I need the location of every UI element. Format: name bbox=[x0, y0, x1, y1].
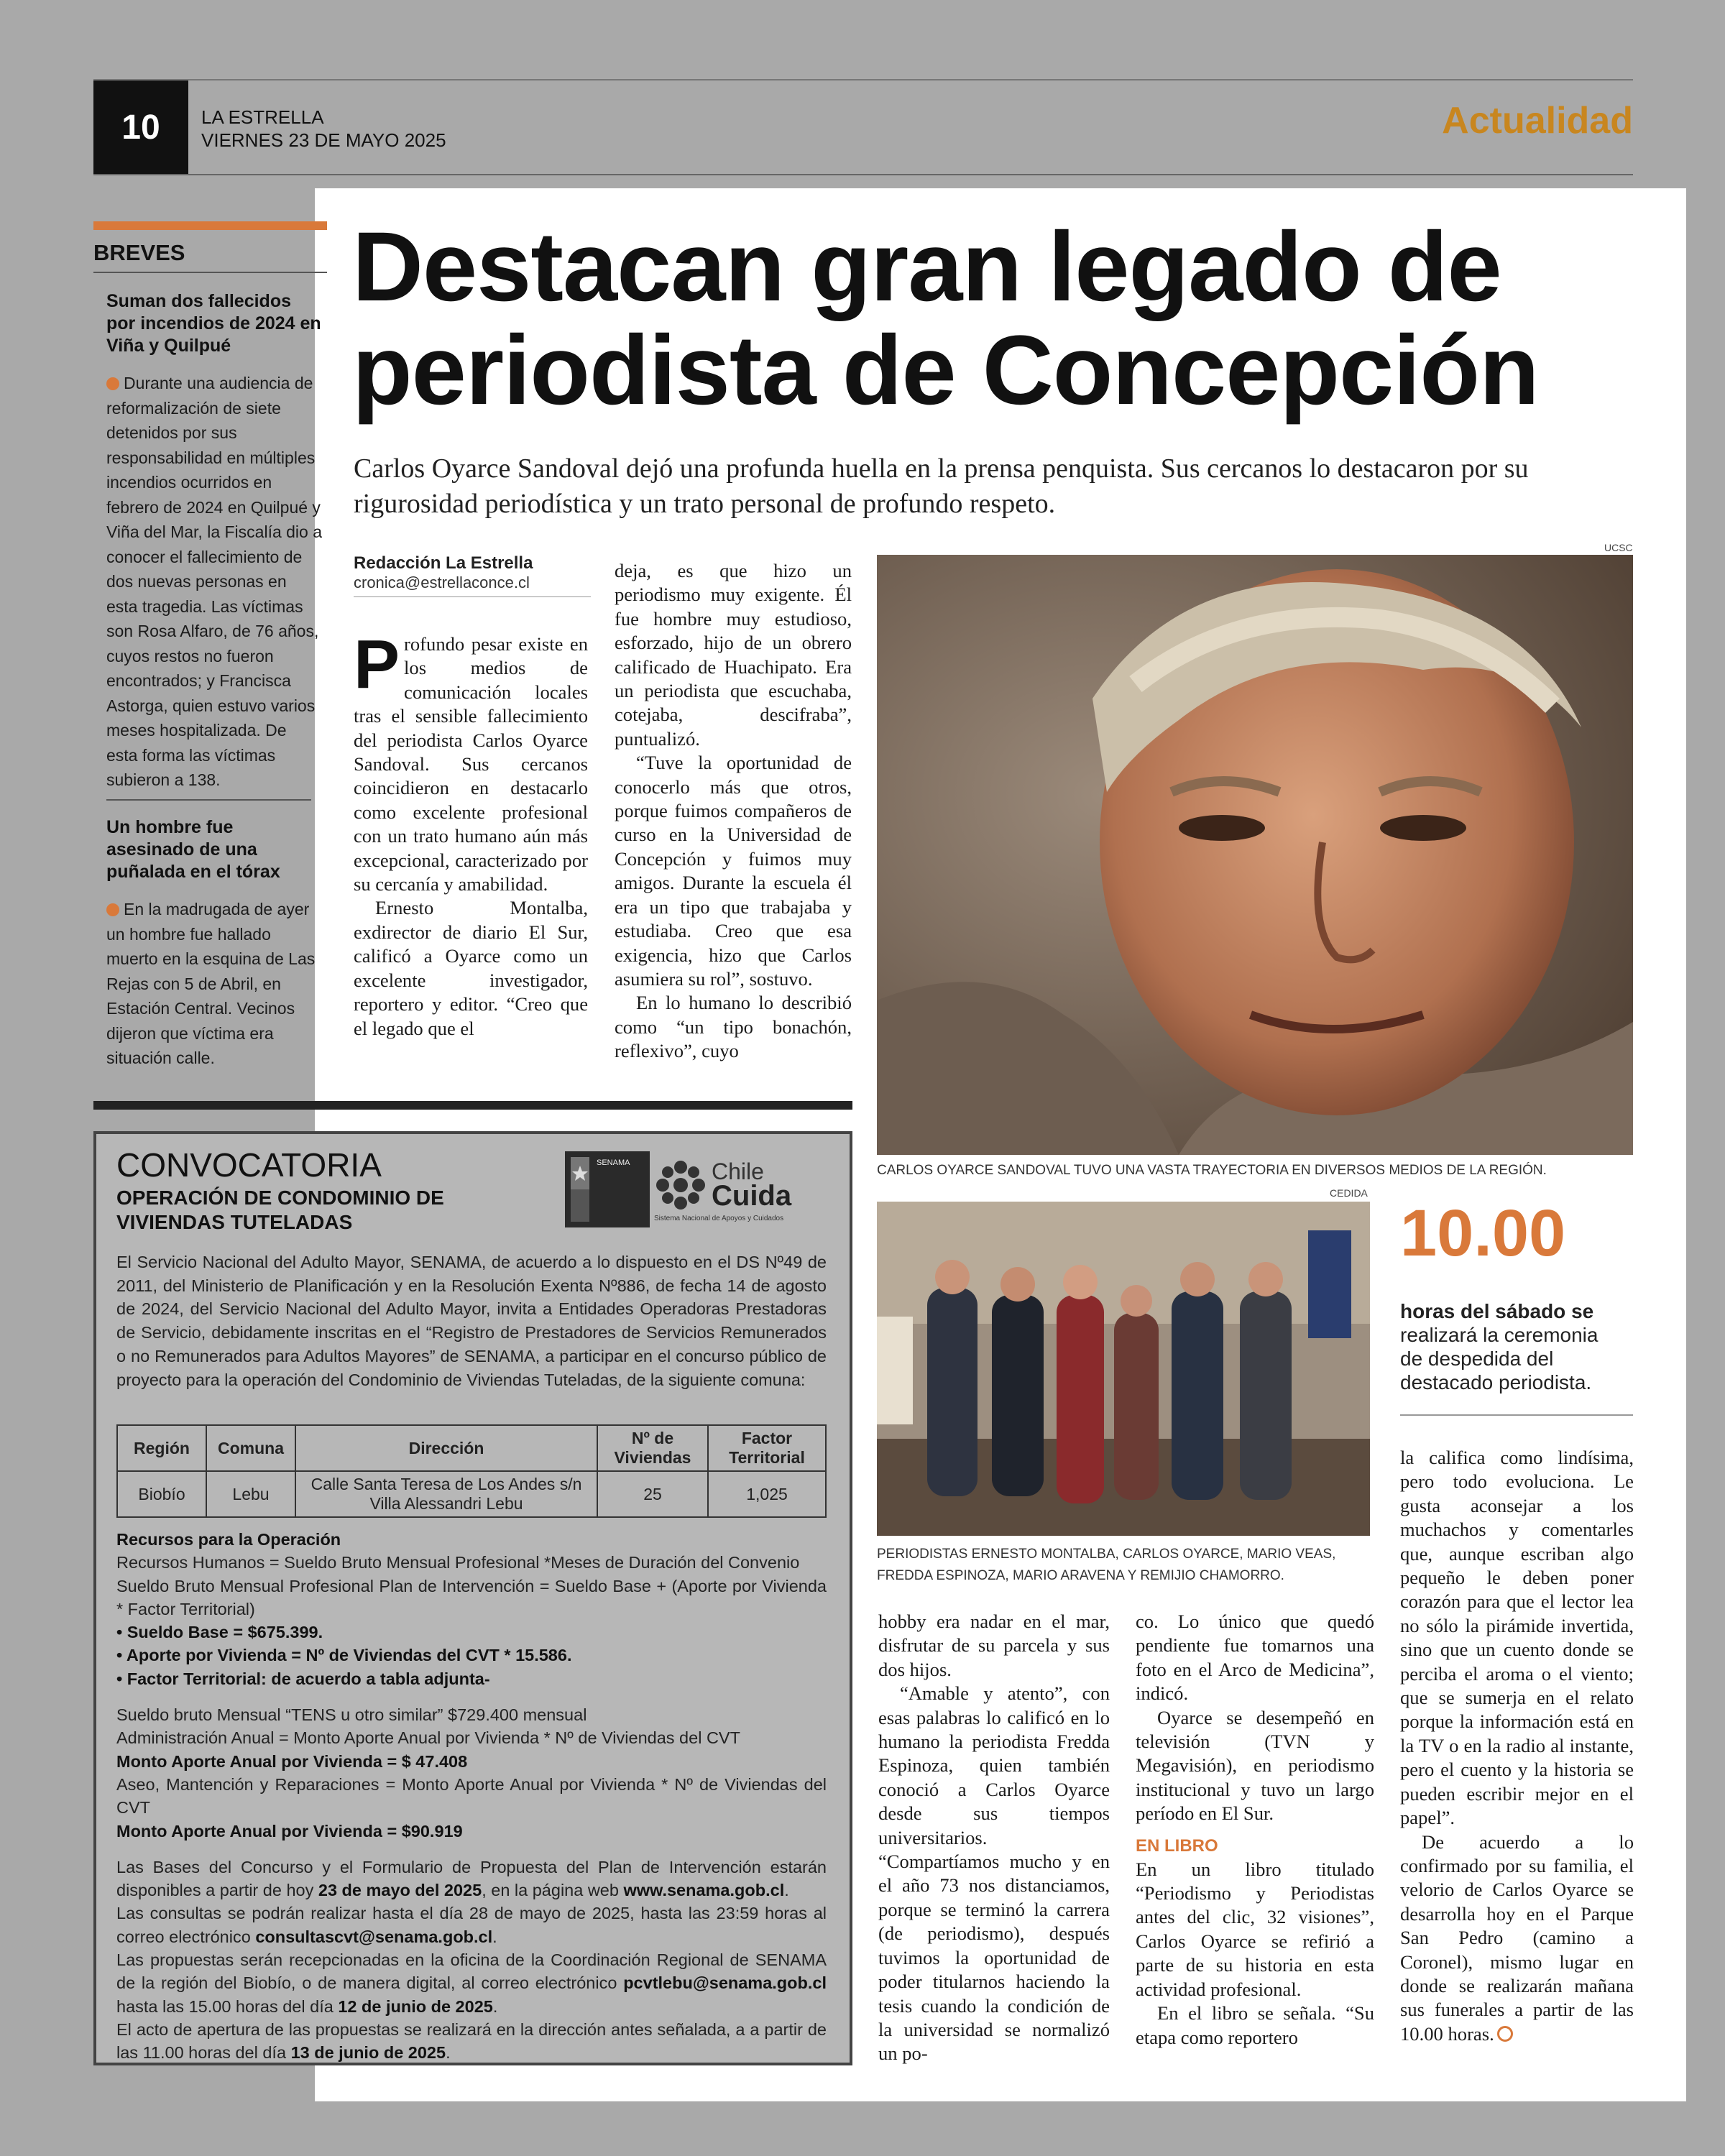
convocatoria-title: CONVOCATORIA bbox=[116, 1146, 382, 1184]
chile-cuida-flower-icon bbox=[654, 1158, 707, 1212]
table-header: Factor Territorial bbox=[708, 1425, 826, 1471]
article-paragraph: Ernesto Montalba, exdirector de diario El Sur, calificó a Oyarce como un excelente investigador, reportero y editor. “Creo que el legado que el bbox=[354, 897, 588, 1039]
article-paragraph: hobby era nadar en el mar, disfrutar de su parcela y sus dos hijos. bbox=[878, 1611, 1110, 1680]
issue-date: VIERNES 23 DE MAYO 2025 bbox=[201, 129, 446, 151]
table-cell: Lebu bbox=[206, 1471, 295, 1517]
section-subhead: EN LIBRO bbox=[1136, 1835, 1218, 1856]
convocatoria-table bbox=[116, 1424, 827, 1518]
bullet-dot-icon bbox=[106, 903, 119, 916]
article-column-2 bbox=[615, 559, 852, 1064]
breve-2-text bbox=[106, 897, 322, 1071]
byline-email: cronica@estrellaconce.cl bbox=[354, 573, 530, 591]
stat-text: realizará la ceremonia de despedida del destacado periodista. bbox=[1400, 1324, 1598, 1393]
breves-rule bbox=[93, 272, 327, 273]
resource-line: Aseo, Mantención y Reparaciones = Monto Aporte Anual por Vivienda * Nº de Viviendas del CVT bbox=[116, 1774, 827, 1818]
table-header: Comuna bbox=[206, 1425, 295, 1471]
breves-title: BREVES bbox=[93, 240, 185, 265]
stat-value: 10.00 bbox=[1400, 1197, 1566, 1270]
headline-line-1: Destacan gran legado de bbox=[352, 212, 1501, 322]
stat-bold-text: horas del sábado se bbox=[1400, 1300, 1594, 1322]
portrait-photo bbox=[877, 555, 1633, 1155]
byline-name: Redacción La Estrella bbox=[354, 553, 533, 573]
resource-line: • Factor Territorial: de acuerdo a tabla adjunta- bbox=[116, 1669, 490, 1688]
chile-cuida-tagline: Sistema Nacional de Apoyos y Cuidados bbox=[654, 1215, 784, 1222]
resource-line: Recursos Humanos = Sueldo Bruto Mensual Profesional *Meses de Duración del Convenio bbox=[116, 1553, 800, 1572]
table-header: Nº de Viviendas bbox=[597, 1425, 708, 1471]
breves-divider bbox=[106, 799, 311, 801]
convocatoria-subtitle: OPERACIÓN DE CONDOMINIO DE VIVIENDAS TUTELADAS bbox=[116, 1187, 444, 1233]
article-column-3 bbox=[878, 1610, 1110, 2066]
breve-1-headline: Suman dos fallecidos por incendios de 2024 en Viña y Quilpué bbox=[106, 291, 321, 356]
article-paragraph: “Tuve la oportunidad de conocerlo más que otros, porque fuimos compañeros de curso en la Universidad de Concepción y fuimos muy amigos. Durante la escuela él era un tipo que trabajaba y estudiaba. Creo que esa exigencia, hizo que Carlos asumiera su rol”, sostuvo. bbox=[615, 752, 852, 990]
breves-accent-bar bbox=[93, 221, 327, 230]
resource-line: • Aporte por Vivienda = Nº de Viviendas del CVT * 15.586. bbox=[116, 1646, 572, 1665]
table-row bbox=[117, 1471, 826, 1517]
bases-paragraph: Las Bases del Concurso y el Formulario de Propuesta del Plan de Intervención estarán disponibles a partir de hoy 23 de mayo del 2025, en la página web www.senama.gob.cl. bbox=[116, 1857, 827, 1900]
headline-line-2: periodista de Concepción bbox=[352, 315, 1539, 425]
resource-line: • Sueldo Base = $675.399. bbox=[116, 1623, 323, 1642]
resource-line: Monto Aporte Anual por Vivienda = $90.919 bbox=[116, 1821, 463, 1841]
photo-caption: CARLOS OYARCE SANDOVAL TUVO UNA VASTA TRAYECTORIA EN DIVERSOS MEDIOS DE LA REGIÓN. bbox=[877, 1163, 1547, 1178]
drop-cap: P bbox=[354, 626, 400, 703]
paragraph-text: De acuerdo a lo confirmado por su familia, el velorio de Carlos Oyarce se desarrolla hoy en el Parque San Pedro (camino a Coronel), mismo lugar en donde se realizarán mañana sus funerales a partir de las 10.00 horas. bbox=[1400, 1830, 1634, 2045]
header-top-rule bbox=[93, 79, 1633, 80]
propuestas-paragraph: Las propuestas serán recepcionadas en la oficina de la Coordinación Regional de SENAMA de la región del Biobío, o de manera digital, al correo electrónico pcvtlebu@senama.gob.cl hasta las 15.00 horas del día 12 de junio de 2025. bbox=[116, 1950, 827, 2016]
stat-rule bbox=[1400, 1414, 1633, 1416]
breve-1-body: Durante una audiencia de reformalización de siete detenidos por sus responsabilidad en múltiples incendios ocurridos en febrero de 2024 en Quilpué y Viña del Mar, la Fiscalía dio a conocer el fallecimiento de dos nuevas personas en esta tragedia. Las víctimas son Rosa Alfaro, de 76 años, cuyos restos no fueron encontrados; y Francisca Astorga, quien estuvo varios meses hospitalizada. De esta forma las víctimas subieron a 138. bbox=[106, 374, 323, 789]
chile-cuida-word-1: Chile bbox=[712, 1158, 764, 1184]
table-cell: Calle Santa Teresa de Los Andes s/n Villa Alessandri Lebu bbox=[295, 1471, 597, 1517]
group-photo-illustration bbox=[877, 1202, 1370, 1536]
breve-1-text bbox=[106, 371, 322, 793]
senama-logo bbox=[565, 1151, 650, 1227]
article-paragraph: En el libro se señala. “Su etapa como reportero bbox=[1136, 2002, 1374, 2048]
article-paragraph bbox=[354, 626, 588, 896]
article-paragraph: la califica como lindísima, pero todo evoluciona. Le gusta aconsejar a los muchachos y comentarles que, aunque escriban algo pequeño le deben poner corazón para que el lector lea no sólo la pirámide invertida, sino que un cuento donde se perciba el aroma o el viento; que se sumerja en el relato porque la información está en la TV o en la radio al instante, pero el cuento y la historia se pueden escribir mejor en el papel”. bbox=[1400, 1447, 1634, 1829]
photo-credit: CEDIDA bbox=[1330, 1187, 1368, 1199]
section-name: Actualidad bbox=[1442, 100, 1633, 142]
article-paragraph: co. Lo único que quedó pendiente fue tomarnos una foto en el Arco de Medicina”, indicó. bbox=[1136, 1611, 1374, 1705]
table-header: Región bbox=[117, 1425, 206, 1471]
group-photo bbox=[877, 1202, 1370, 1536]
page-number: 10 bbox=[93, 80, 188, 174]
convocatoria-resources bbox=[116, 1528, 827, 2065]
photo-caption: PERIODISTAS ERNESTO MONTALBA, CARLOS OYARCE, MARIO VEAS, FREDDA ESPINOZA, MARIO ARAVENA Y REMIJIO CHAMORRO. bbox=[877, 1547, 1336, 1583]
resource-line: Administración Anual = Monto Aporte Anual por Vivienda * Nº de Viviendas del CVT bbox=[116, 1728, 740, 1748]
breve-2-body: En la madrugada de ayer un hombre fue hallado muerto en la esquina de Las Rejas con 5 de Abril, en Estación Central. Vecinos dijeron que víctima era situación calle. bbox=[106, 900, 316, 1067]
header-bottom-rule bbox=[93, 174, 1633, 175]
article-paragraph: Oyarce se desempeñó en televisión (TVN y Megavisión), en periodismo institucional y tuvo un largo período en El Sur. bbox=[1136, 1706, 1374, 1825]
article-paragraph: “Amable y atento”, con esas palabras lo calificó en lo humano la periodista Fredda Espinoza, quien también conoció a Carlos Oyarce desde sus tiempos universitarios. “Compartíamos mucho y en el año 73 nos distanciamos, porque se terminó la carrera (de periodismo), después tuvimos la oportunidad de poder titularnos haciendo la tesis cuando la condición de la universidad se normalizó un po- bbox=[878, 1682, 1110, 2065]
table-cell: 25 bbox=[597, 1471, 708, 1517]
article-paragraph bbox=[1400, 1830, 1634, 2047]
table-header-row bbox=[117, 1425, 826, 1471]
resource-line: Sueldo Bruto Mensual Profesional Plan de Intervención = Sueldo Base + (Aporte por Vivienda * Factor Territorial) bbox=[116, 1576, 827, 1618]
bullet-dot-icon bbox=[106, 377, 119, 390]
ad-top-rule bbox=[93, 1101, 852, 1110]
resources-title: Recursos para la Operación bbox=[116, 1530, 341, 1549]
senama-logo-text: SENAMA bbox=[597, 1158, 630, 1167]
resource-line: Monto Aporte Anual por Vivienda = $ 47.408 bbox=[116, 1751, 468, 1771]
article-subhead: Carlos Oyarce Sandoval dejó una profunda huella en la prensa penquista. Sus cercanos lo destacaron por su rigurosidad periodística y un trato personal de profundo respeto. bbox=[354, 453, 1529, 519]
stat-description bbox=[1400, 1299, 1616, 1394]
chile-cuida-logo bbox=[654, 1151, 821, 1227]
consultas-paragraph: Las consultas se podrán realizar hasta el día 28 de mayo de 2025, hasta las 23:59 horas al correo electrónico consultascvt@senama.gob.cl. bbox=[116, 1904, 827, 1946]
resource-line: Sueldo bruto Mensual “TENS u otro similar” $729.400 mensual bbox=[116, 1705, 587, 1725]
paragraph-text: rofundo pesar existe en los medios de comunicación locales tras el sensible fallecimiento del periodista Carlos Oyarce Sandoval. Sus cercanos coincidieron en destacarlo como excelente profesional con un trato humano aún más excepcional, caracterizado por su cercanía y amabilidad. bbox=[354, 633, 588, 895]
article-column-4 bbox=[1136, 1610, 1374, 2050]
article-column-5 bbox=[1400, 1446, 1634, 2046]
article-paragraph: En un libro titulado “Periodismo y Periodistas antes del clic, 32 visiones”, Carlos Oyarce se refirió a parte de su historia en esta actividad profesional. bbox=[1136, 1858, 1374, 2000]
table-cell: 1,025 bbox=[708, 1471, 826, 1517]
chile-cuida-word-2: Cuida bbox=[712, 1180, 792, 1212]
byline-rule bbox=[354, 596, 591, 597]
convocatoria-intro: El Servicio Nacional del Adulto Mayor, SENAMA, de acuerdo a lo dispuesto en el DS Nº49 de 2011, del Ministerio de Planificación y en la Resolución Exenta Nº886, de fecha 14 de agosto de 2024, del Servicio Nacional del Adulto Mayor, invita a Entidades Operadoras Prestadoras de Servicio, debidamente inscritas en el “Registro de Prestadores de Servicios Remunerados o no Remunerados para Adultos Mayores” de SENAMA, a participar en el concurso público de proyecto para la operación del Condominio de Viviendas Tuteladas, de la siguiente comuna: bbox=[116, 1253, 827, 1389]
breve-2-headline: Un hombre fue asesinado de una puñalada en el tórax bbox=[106, 817, 280, 882]
photo-credit: UCSC bbox=[1604, 542, 1633, 553]
end-mark-icon bbox=[1497, 2026, 1513, 2042]
article-paragraph: En lo humano lo describió como “un tipo bonachón, reflexivo”, cuyo bbox=[615, 992, 852, 1062]
article-paragraph: deja, es que hizo un periodismo muy exigente. Él fue hombre muy estudioso, esforzado, hijo de un obrero calificado de Huachipato. Era un periodista que escuchaba, cotejaba, descifraba”, puntualizó. bbox=[615, 560, 852, 750]
article-column-1 bbox=[354, 626, 588, 1041]
table-header: Dirección bbox=[295, 1425, 597, 1471]
article-headline bbox=[352, 212, 1646, 425]
table-cell: Biobío bbox=[117, 1471, 206, 1517]
portrait-illustration bbox=[877, 555, 1633, 1155]
apertura-paragraph: El acto de apertura de las propuestas se realizará en la dirección antes señalada, a a partir de las 11.00 horas del día 13 de junio de 2025. bbox=[116, 2019, 827, 2063]
newspaper-name: LA ESTRELLA bbox=[201, 106, 324, 128]
